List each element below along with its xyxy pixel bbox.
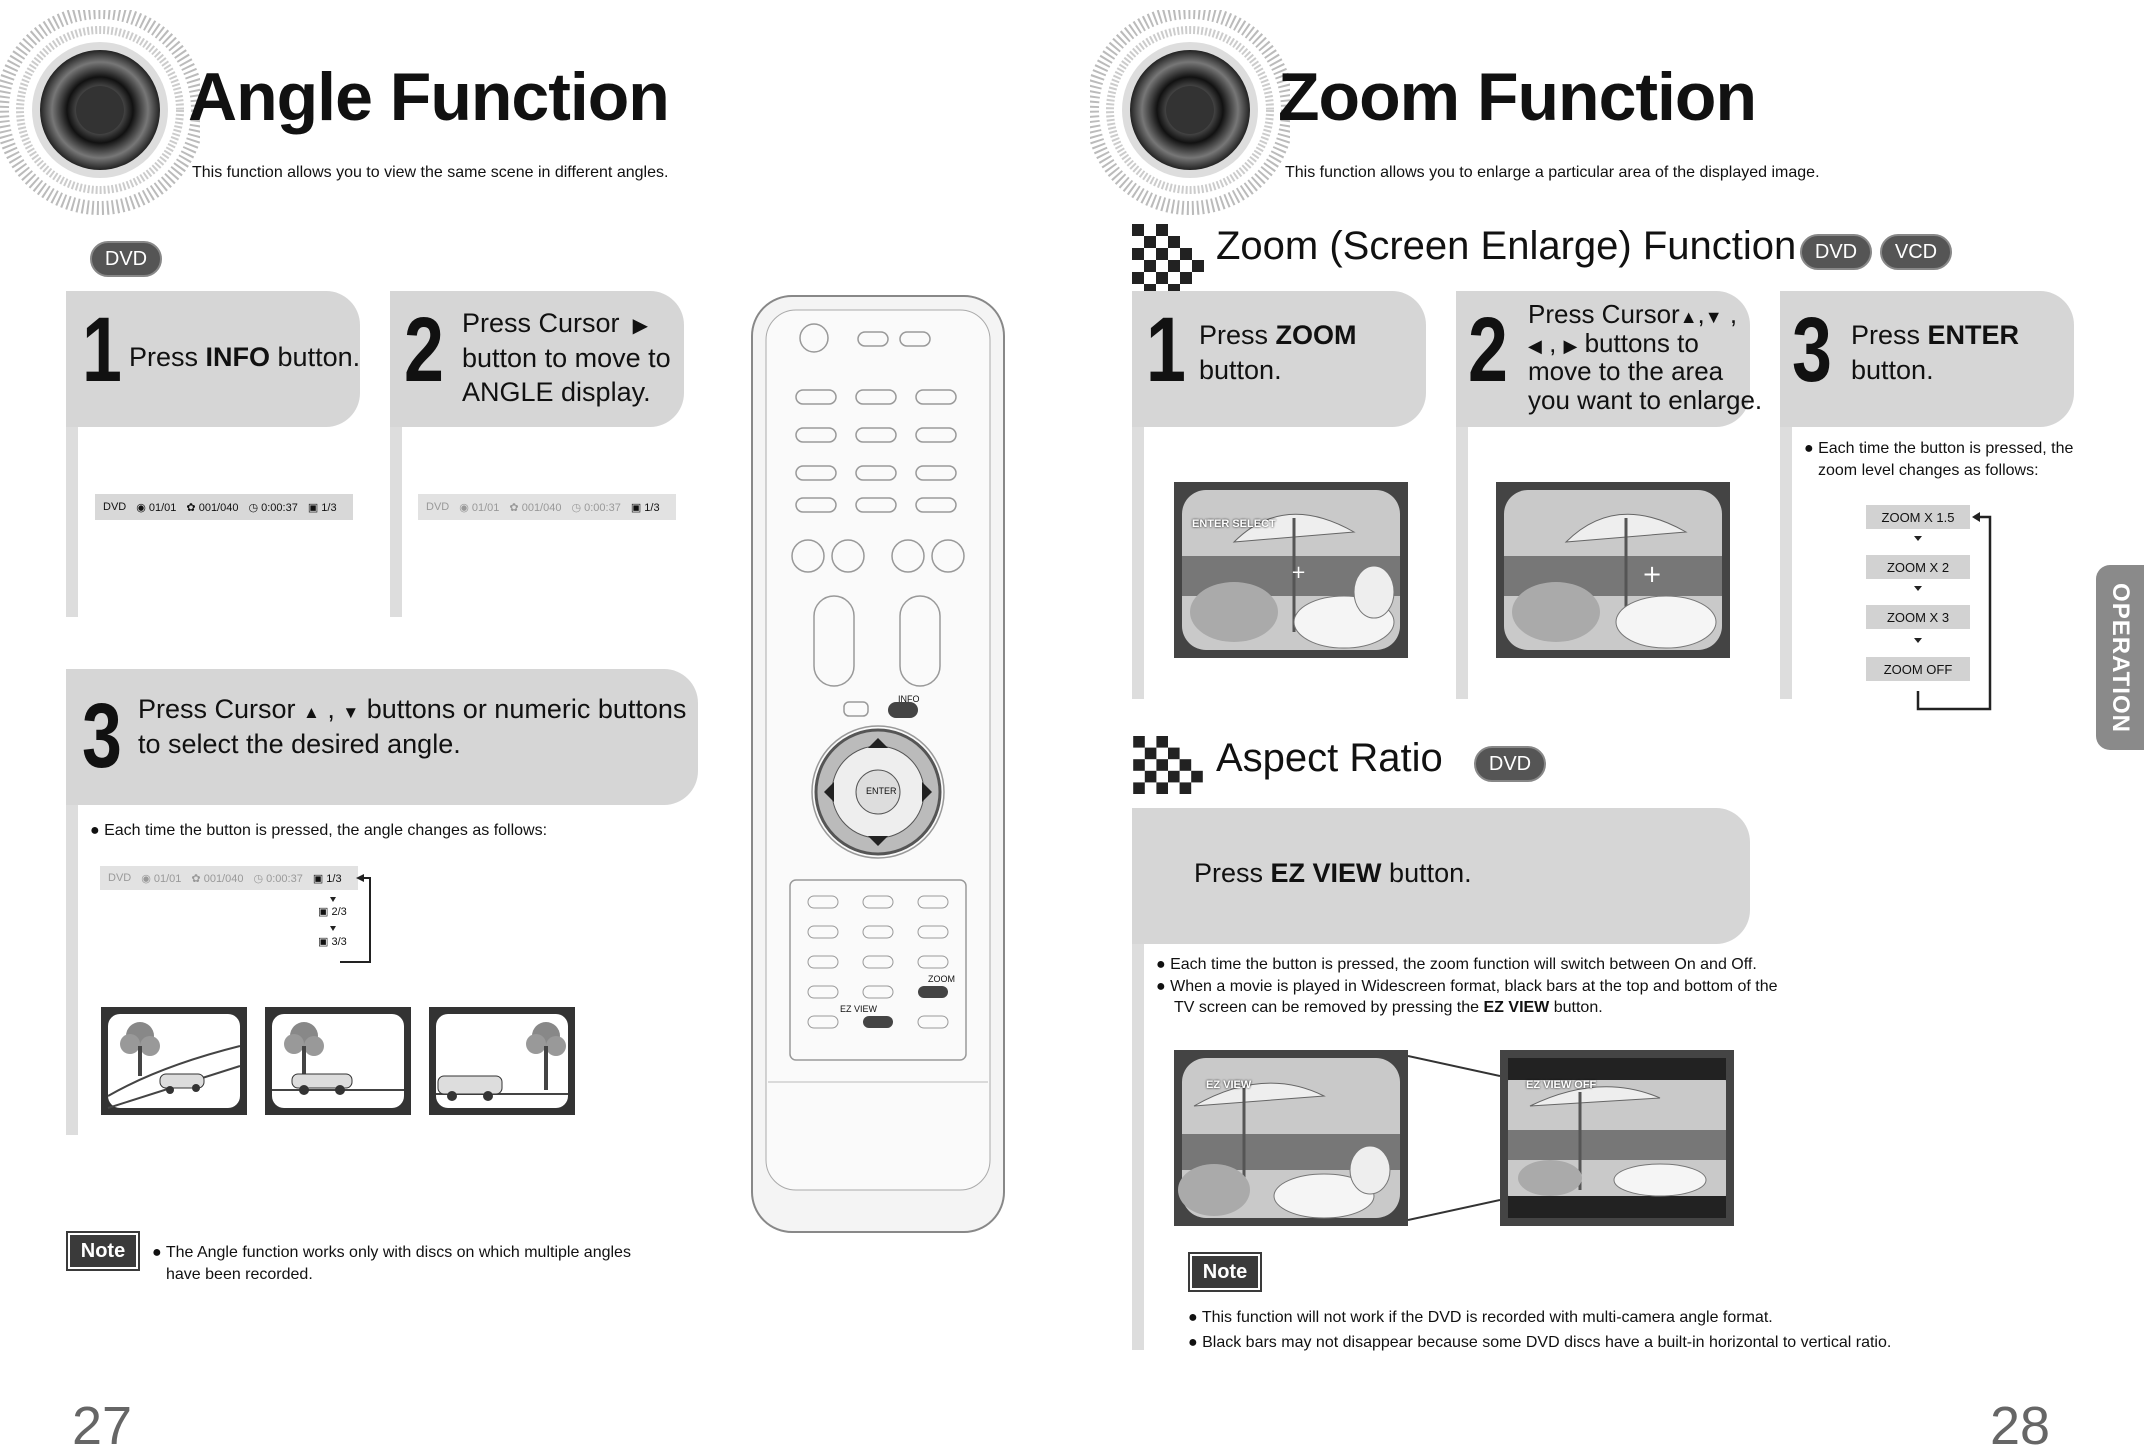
dvd-badge-zoom: DVD [1800,234,1872,270]
remote-control [748,292,1008,1236]
vcd-badge-zoom: VCD [1880,234,1952,270]
zoom-step-2-text: Press Cursor▲,▼ , ◀ , ▶ buttons to move to the area you want to enlarge. [1528,299,1763,415]
osd-bar: DVD ◉ 01/01 ✿ 001/040 ◷ 0:00:37 ▣ 1/3 [95,494,353,520]
angle-tv-2 [264,1006,412,1116]
ez-view-off-label: EZ VIEW OFF [1526,1079,1597,1091]
zoom-step-3-number: 3 [1792,299,1829,401]
remote-ezview-label: EZ VIEW [840,1004,878,1014]
aspect-step-body [1132,944,1144,1350]
zoom-level-4: ZOOM OFF [1866,657,1970,681]
dvd-badge: DVD [90,241,162,277]
zoom-step-1-body [1132,427,1144,699]
remote-info-label: INFO [898,694,920,704]
note-label-right: Note [1190,1254,1260,1290]
aspect-section-heading: Aspect Ratio [1216,736,1443,780]
zoom-step-2-body [1456,427,1468,699]
svg-text:+: + [1642,560,1663,588]
ez-view-tv [1174,1050,1408,1226]
osd-bar-faded: DVD ◉ 01/01 ✿ 001/040 ◷ 0:00:37 ▣ 1/3 [418,494,676,520]
intro-text-right: This function allows you to enlarge a particular area of the displayed image. [1285,164,1820,181]
page-title: Angle Function [188,59,669,135]
svg-text:+: + [1291,562,1307,583]
angle-bullet: ● Each time the button is pressed, the angle changes as follows: [90,822,548,839]
speaker-icon [0,10,200,220]
step-3-text: Press Cursor ▲ , ▼ buttons or numeric buttons to select the desired angle. [138,694,687,760]
step-2-body [390,427,402,617]
zoom-tv-cursor [1496,482,1730,658]
zoom-tv-enter-select [1174,482,1408,658]
angle-2-label: ▣ 2/3 [318,906,347,918]
zoom-level-3: ZOOM X 3 [1866,605,1970,629]
step-2-text: Press Cursor ▶ button to move to ANGLE display. [462,308,671,408]
note-text-right: ● This function will not work if the DVD is recorded with multi-camera angle format. ● Black bars may not disappear because some DVD discs have a built-in horizontal to vertical ratio. [1188,1309,1892,1351]
speaker-icon-right [1090,10,1290,220]
zoom-level-2: ZOOM X 2 [1866,555,1970,579]
step-2-number: 2 [404,299,441,401]
ez-view-off-tv [1500,1050,1734,1226]
zoom-step-3-body [1780,427,1792,699]
angle-tv-1 [100,1006,248,1116]
remote-zoom-label: ZOOM [928,974,955,984]
zoom-step-2-number: 2 [1468,299,1505,401]
checker-icon [1132,224,1204,296]
aspect-bullets: ● Each time the button is pressed, the zoom function will switch between On and Off. ● When a movie is played in Widescreen format, black bars at the top and bottom of the TV screen can be removed by pressing the EZ VIEW button. [1156,956,1778,1017]
step-1-body [66,427,78,617]
intro-text: This function allows you to view the same scene in different angles. [192,164,669,181]
step-1-number: 1 [82,299,119,401]
checker-icon-aspect [1132,736,1204,794]
cursor-right-icon: ▶ [627,315,648,337]
angle-tv-3 [428,1006,576,1116]
ez-view-connector [1408,1050,1500,1226]
remote-enter-label: ENTER [866,786,897,796]
osd-bar-angle: DVD ◉ 01/01 ✿ 001/040 ◷ 0:00:37 ▣ 1/3 [100,866,358,890]
page-title-right: Zoom Function [1278,59,1757,135]
page-number-right: 28 [1990,1396,2051,1452]
zoom-level-bullet: ● Each time the button is pressed, the zoom level changes as follows: [1804,440,2074,479]
angle-3-label: ▣ 3/3 [318,936,347,948]
step-3-number: 3 [82,685,119,787]
zoom-level-1: ZOOM X 1.5 [1866,505,1970,529]
ez-view-label: EZ VIEW [1206,1079,1252,1091]
zoom-cycle-arrows [1900,505,2000,715]
dvd-badge-aspect: DVD [1474,746,1546,782]
aspect-step-text: Press EZ VIEW button. [1194,858,1472,888]
operation-tab: OPERATION [2096,565,2144,750]
step-1-text: Press INFO button. [129,342,361,372]
zoom-step-3-text: Press ENTER button. [1851,320,2020,386]
zoom-step-1-number: 1 [1146,299,1183,401]
note-label: Note [68,1233,138,1269]
zoom-section-heading: Zoom (Screen Enlarge) Function [1216,224,1797,268]
enter-select-label: ENTER SELECT [1192,518,1276,530]
zoom-step-1-text: Press ZOOM button. [1199,320,1357,386]
note-text: ● The Angle function works only with discs on which multiple angles have been recorded. [152,1244,631,1283]
step-3-body [66,805,78,1135]
page-number-left: 27 [72,1396,133,1452]
angle-cycle-arrows [300,870,380,970]
